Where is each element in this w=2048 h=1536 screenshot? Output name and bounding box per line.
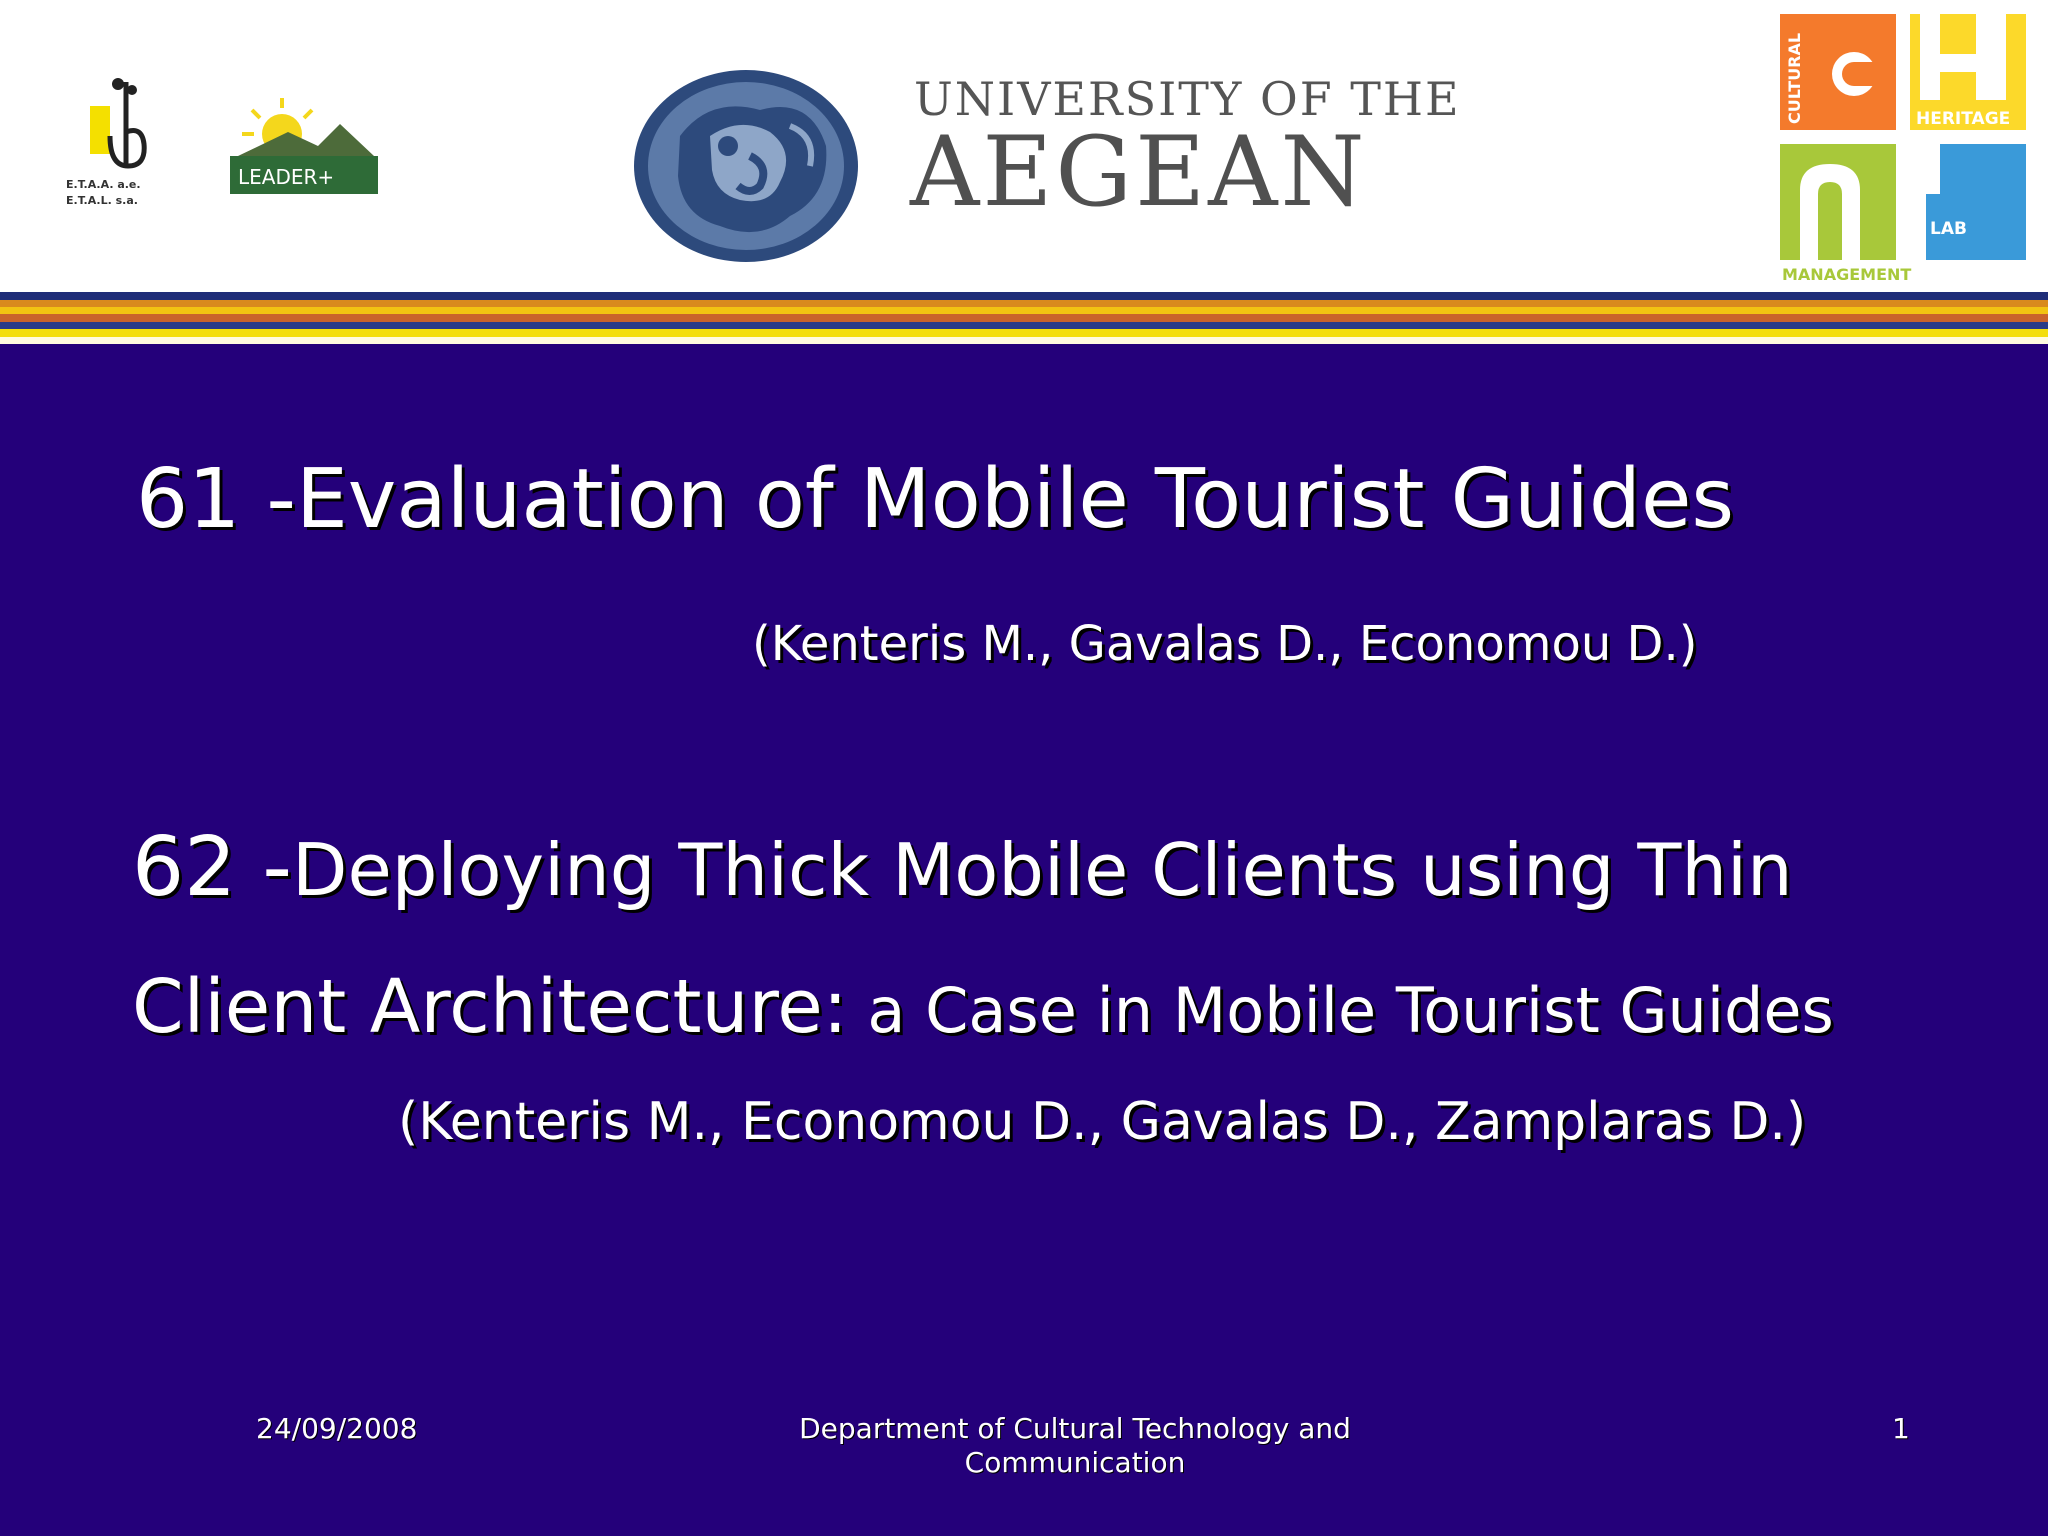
paper-62-title-part3: a Case in Mobile Tourist Guides	[847, 974, 1834, 1047]
paper-62-title-part1: Deploying Thick Mobile Clients using Thin	[292, 828, 1793, 912]
header-divider-stripes	[0, 292, 2048, 344]
footer-department-line2: Communication	[964, 1446, 1186, 1479]
paper-61-authors: (Kenteris M., Gavalas D., Economou D.)	[752, 616, 1698, 672]
etaa-logo-text-2: E.T.A.L. s.a.	[66, 194, 138, 207]
paper-62-number: 62 -	[132, 820, 292, 915]
university-name-line1: UNIVERSITY OF THE	[914, 72, 1461, 126]
paper-62-authors: (Kenteris M., Economou D., Gavalas D., Zamplaras D.)	[398, 1092, 1807, 1152]
slide-header	[0, 0, 2048, 292]
footer-page-number: 1	[1892, 1412, 1910, 1445]
leader-logo	[228, 96, 380, 198]
paper-62-title-line1	[132, 820, 1793, 915]
chm-lab-logo	[1780, 14, 2028, 284]
leader-logo-text: LEADER+	[238, 165, 335, 189]
paper-62-title-part2: Client Architecture:	[132, 964, 848, 1050]
university-name-logo	[910, 72, 1461, 242]
university-name-line2: AEGEAN	[910, 116, 1368, 228]
etaa-logo-text-1: E.T.A.A. a.e.	[66, 178, 141, 191]
etaa-logo	[66, 74, 166, 214]
chm-label-heritage: HERITAGE	[1916, 109, 2011, 129]
paper-61-title: 61 -Evaluation of Mobile Tourist Guides	[136, 452, 1735, 547]
paper-62-title-line2	[132, 964, 1834, 1050]
university-seal-logo	[620, 66, 876, 266]
footer-department	[760, 1412, 1390, 1480]
footer-date: 24/09/2008	[256, 1412, 418, 1445]
chm-label-cultural: CULTURAL	[1785, 32, 1804, 124]
chm-label-lab: LAB	[1930, 219, 1967, 239]
chm-label-management: MANAGEMENT	[1782, 265, 1912, 284]
footer-department-line1: Department of Cultural Technology and	[799, 1412, 1351, 1445]
